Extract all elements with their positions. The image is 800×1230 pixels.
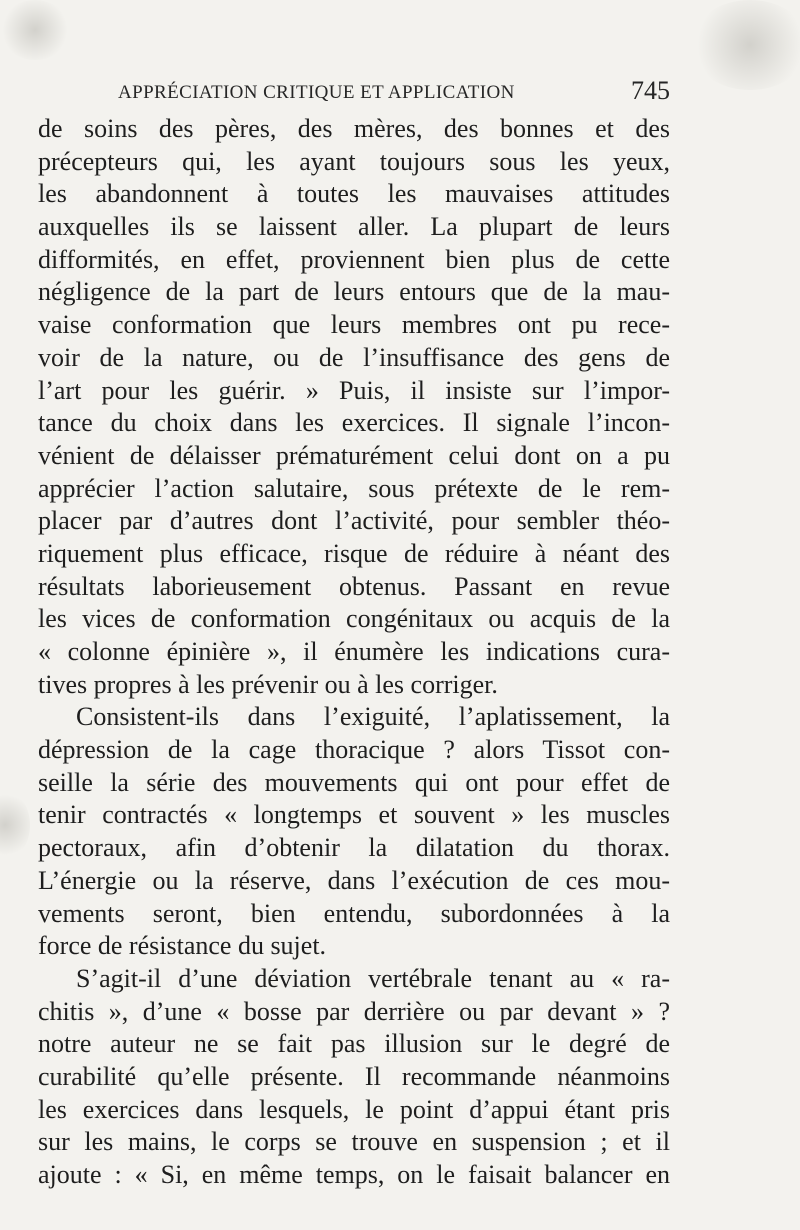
paper-stain <box>690 0 800 90</box>
text-line: de soins des pères, des mères, des bonnes et des <box>38 114 670 143</box>
text-line: négligence de la part de leurs entours que de la mau- <box>38 277 670 307</box>
paragraph-start: S’agit-il d’une déviation vertébrale tenant au « ra- <box>76 963 670 993</box>
text-line: pectoraux, afin d’obtenir la dilatation du thorax. <box>38 833 670 863</box>
text-line: force de résistance du sujet. <box>38 931 327 961</box>
text-line: l’art pour les guérir. » Puis, il insiste sur l’impor- <box>38 375 670 405</box>
paper-stain <box>0 0 70 60</box>
text-line: précepteurs qui, les ayant toujours sous les yeux, <box>38 146 670 176</box>
text-line: apprécier l’action salutaire, sous prétexte de le rem- <box>38 473 670 503</box>
body-text <box>38 113 670 1192</box>
text-line: curabilité qu’elle présente. Il recommande néanmoins <box>38 1061 670 1091</box>
text-line: dépression de la cage thoracique ? alors Tissot con- <box>38 735 670 765</box>
text-line: les vices de conformation congénitaux ou acquis de la <box>38 604 670 634</box>
text-line: placer par d’autres dont l’activité, pour sembler théo- <box>38 506 670 536</box>
text-line: vaise conformation que leurs membres ont pu rece- <box>38 310 670 340</box>
text-line: auxquelles ils se laissent aller. La plupart de leurs <box>38 212 670 242</box>
text-line: notre auteur ne se fait pas illusion sur le degré de <box>38 1029 670 1059</box>
text-line: les exercices dans lesquels, le point d’appui étant pris <box>38 1094 670 1124</box>
text-line: vénient de délaisser prématurément celui dont on a pu <box>38 440 670 470</box>
text-line: tance du choix dans les exercices. Il signale l’incon- <box>38 408 670 438</box>
text-line: riquement plus efficace, risque de réduire à néant des <box>38 538 670 568</box>
paper-stain <box>0 790 30 860</box>
page-number: 745 <box>631 76 670 105</box>
paragraph-start: Consistent-ils dans l’exiguité, l’aplatissement, la <box>76 702 670 732</box>
text-line: sur les mains, le corps se trouve en suspension ; et il <box>38 1127 670 1157</box>
running-title: APPRÉCIATION CRITIQUE ET APPLICATION <box>118 82 515 103</box>
text-line: difformités, en effet, proviennent bien plus de cette <box>38 244 670 274</box>
text-line: voir de la nature, ou de l’insuffisance des gens de <box>38 342 670 372</box>
text-line: « colonne épinière », il énumère les indications cura- <box>38 637 670 666</box>
text-line: résultats laborieusement obtenus. Passant en revue <box>38 571 670 601</box>
text-line: L’énergie ou la réserve, dans l’exécution de ces mou- <box>38 865 670 895</box>
text-line: seille la série des mouvements qui ont pour effet de <box>38 767 670 797</box>
text-line: vements seront, bien entendu, subordonnées à la <box>38 898 670 928</box>
text-line: chitis », d’une « bosse par derrière ou par devant » ? <box>38 996 670 1026</box>
text-line: tenir contractés « longtemps et souvent » les muscles <box>38 800 670 830</box>
text-line: tives propres à les prévenir ou à les corriger. <box>38 669 498 699</box>
text-line: les abandonnent à toutes les mauvaises attitudes <box>38 179 670 209</box>
text-line: ajoute : « Si, en même temps, on le faisait balancer en <box>38 1160 670 1189</box>
